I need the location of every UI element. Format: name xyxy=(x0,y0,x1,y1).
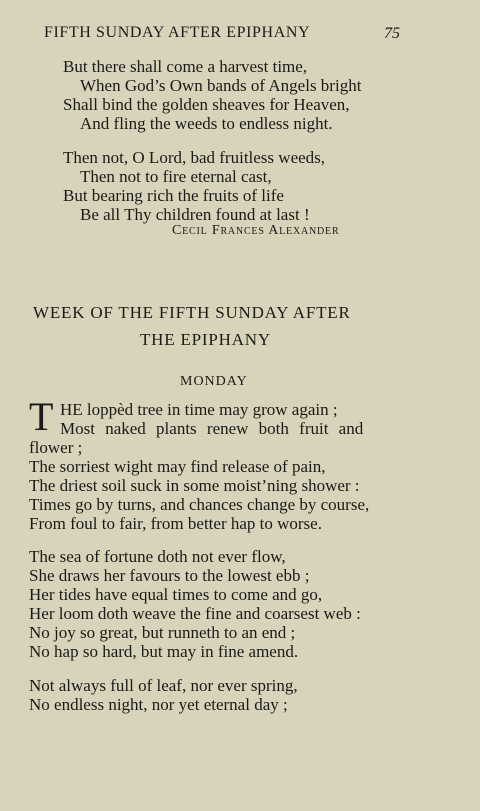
section-title-line-1: WEEK OF THE FIFTH SUNDAY AFTER xyxy=(33,303,351,322)
verse-line: Her loom doth weave the fine and coarsest web : xyxy=(29,604,361,623)
verse-line: Be all Thy children found at last ! xyxy=(80,205,310,224)
verse-line: No hap so hard, but may in fine amend. xyxy=(29,642,299,661)
verse-line: But bearing rich the fruits of life xyxy=(63,186,284,205)
verse-line: The sorriest wight may find release of pain, xyxy=(29,457,326,476)
verse-line: Shall bind the golden sheaves for Heaven, xyxy=(63,95,350,114)
verse-line: She draws her favours to the lowest ebb ; xyxy=(29,566,310,585)
verse-line: HE loppèd tree in time may grow again ; xyxy=(60,400,338,419)
verse-line: Not always full of leaf, nor ever spring, xyxy=(29,676,298,695)
drop-cap: T xyxy=(29,394,54,439)
verse-line: But there shall come a harvest time, xyxy=(63,57,308,76)
verse-line: No endless night, nor yet eternal day ; xyxy=(29,695,288,714)
verse-line: flower ; xyxy=(29,438,83,457)
section-title-line-2: THE EPIPHANY xyxy=(140,330,271,349)
verse-line: Her tides have equal times to come and go, xyxy=(29,585,323,604)
verse-line: The sea of fortune doth not ever flow, xyxy=(29,547,286,566)
verse-line: When God’s Own bands of Angels bright xyxy=(80,76,362,95)
verse-line: Then not to fire eternal cast, xyxy=(80,167,272,186)
verse-line: The driest soil suck in some moist’ning shower : xyxy=(29,476,360,495)
page-number: 75 xyxy=(384,25,400,42)
verse-line: And fling the weeds to endless night. xyxy=(80,114,333,133)
author-attribution: Cecil Frances Alexander xyxy=(172,223,340,238)
verse-line: No joy so great, but runneth to an end ; xyxy=(29,623,296,642)
running-title: FIFTH SUNDAY AFTER EPIPHANY xyxy=(44,24,311,41)
day-heading: MONDAY xyxy=(180,374,248,389)
verse-line: Most naked plants renew both fruit and xyxy=(60,419,364,438)
verse-line: Times go by turns, and chances change by course, xyxy=(29,495,370,514)
verse-line: From foul to fair, from better hap to worse. xyxy=(29,514,322,533)
verse-line: Then not, O Lord, bad fruitless weeds, xyxy=(63,148,326,167)
